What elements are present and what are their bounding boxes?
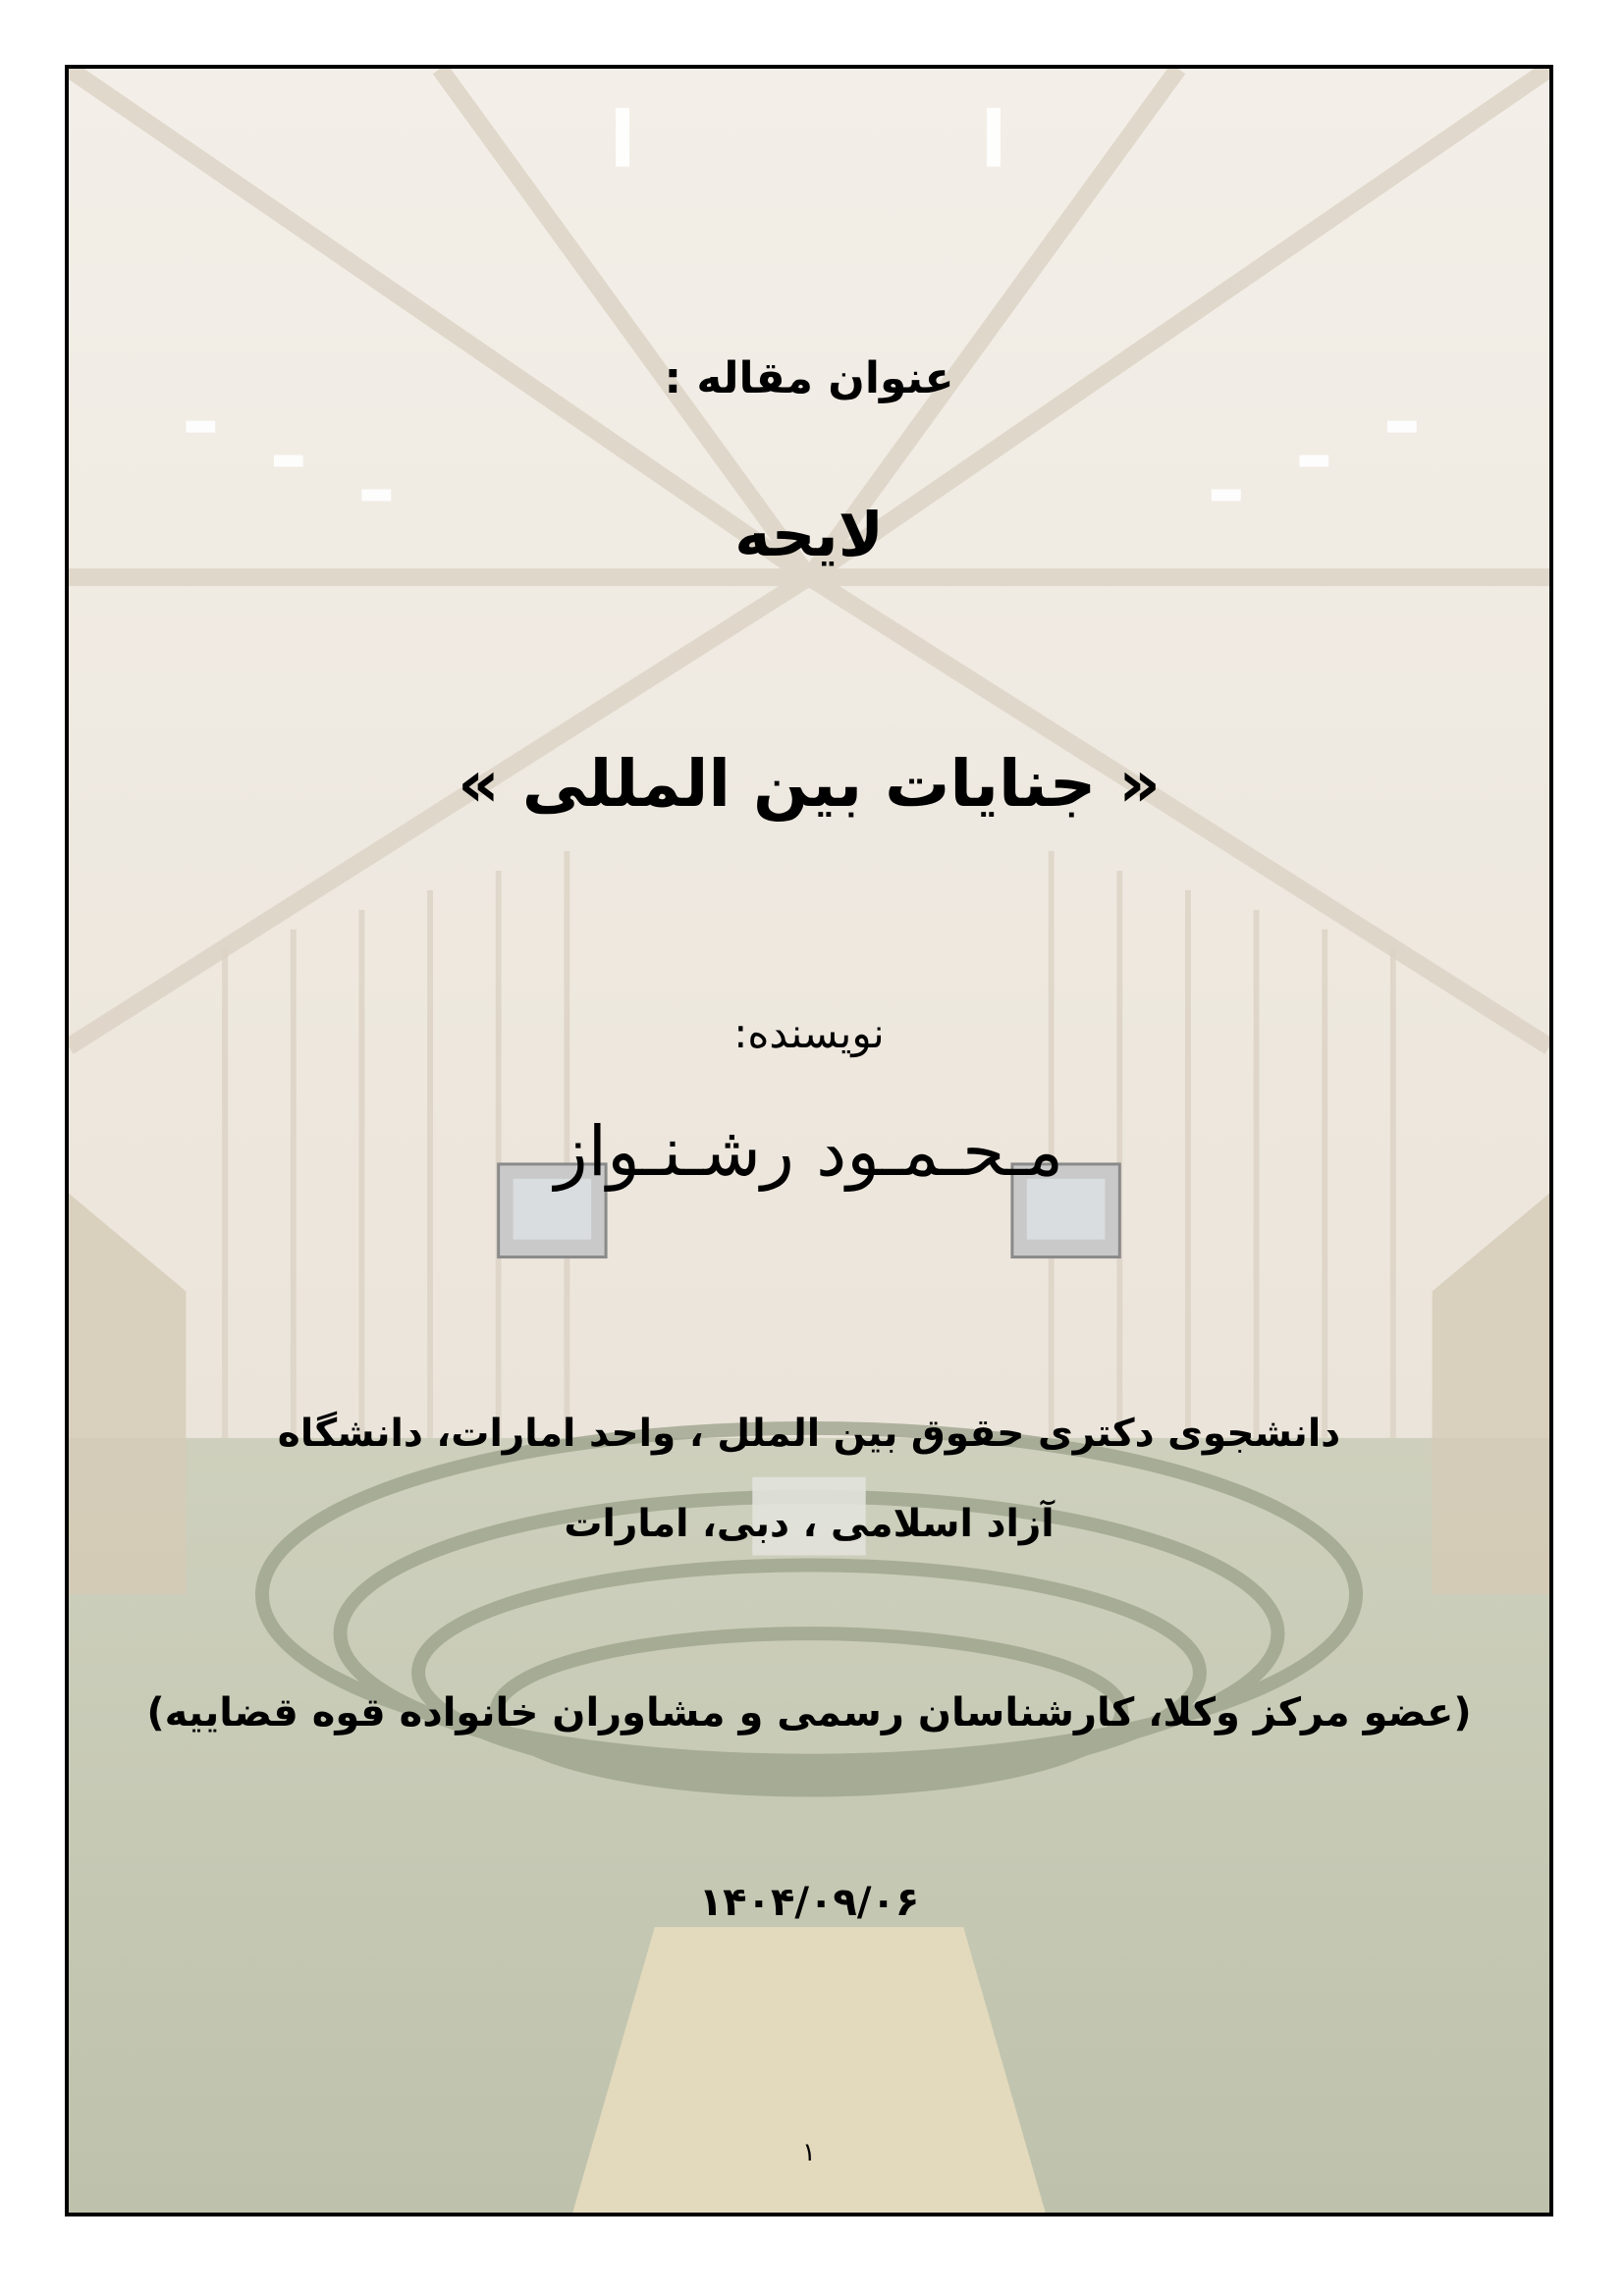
page-number: ۱ [802,2138,816,2167]
affiliation-line-2: آزاد اسلامی ، دبی، امارات [564,1502,1055,1546]
bill-heading: لایحه [734,499,884,570]
affiliation-line-1: دانشجوی دکتری حقوق بین الملل ، واحد امارات، دانشگاه [277,1412,1341,1456]
publication-date: ۱۴۰۴/۰۹/۰۶ [698,1880,920,1925]
article-title: « جنایات بین المللی » [458,746,1161,822]
author-name: مـحـمـود رشـنـواز [554,1111,1064,1192]
author-label: نویسنده: [733,1009,885,1057]
page-frame [65,65,1553,2216]
article-title-label: عنوان مقاله : [664,353,954,403]
membership-note: (عضو مرکز وکلا، کارشناسان رسمی و مشاوران خانواده قوه قضاییه) [146,1690,1472,1735]
cover-text [69,69,1549,2213]
